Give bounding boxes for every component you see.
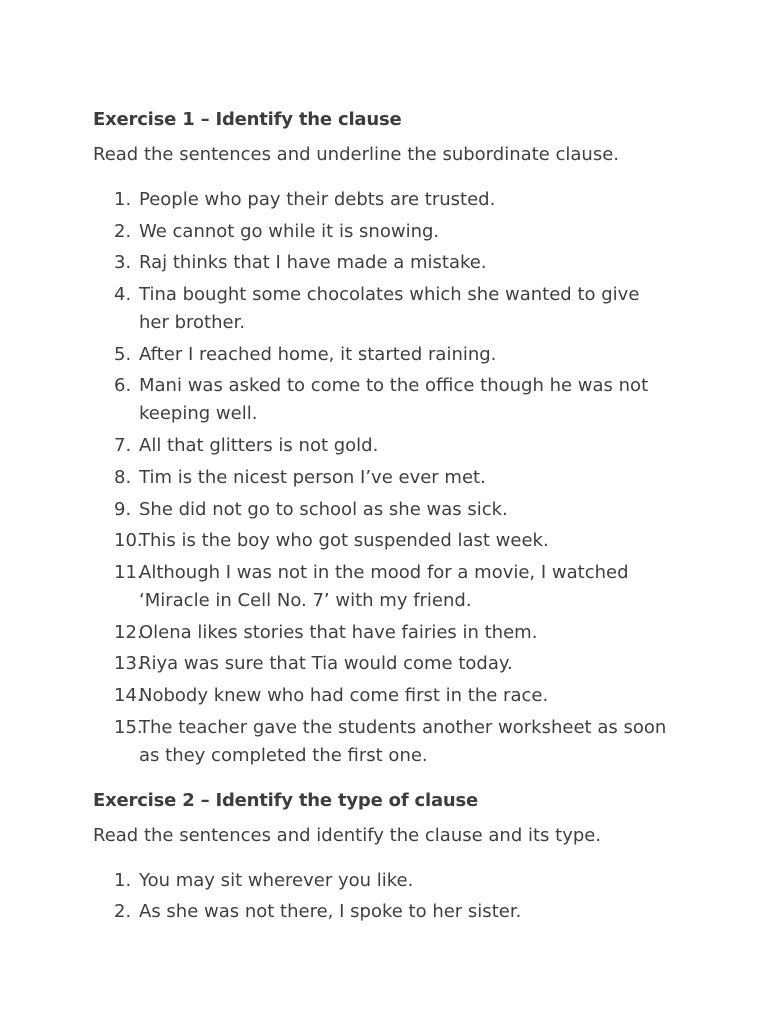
item-text: Riya was sure that Tia would come today. [139, 653, 513, 675]
item-number: 5. [114, 343, 132, 365]
exercise-1-title: Exercise 1 – Identify the clause [93, 109, 402, 130]
list-item [93, 527, 673, 555]
list-item [93, 559, 673, 615]
item-text: Olena likes stories that have fairies in them. [139, 621, 538, 643]
list-item [93, 682, 673, 710]
item-number: 2. [114, 901, 132, 923]
item-number: 1. [114, 869, 132, 891]
item-number: 15. [114, 716, 143, 738]
list-item [93, 650, 673, 678]
list-item [93, 249, 673, 277]
item-number: 4. [114, 284, 132, 306]
item-text: After I reached home, it started raining. [139, 343, 497, 365]
exercise-2-instruction: Read the sentences and identify the clause and its type. [93, 824, 602, 846]
list-item [93, 186, 673, 214]
list-item [93, 218, 673, 246]
item-text: People who pay their debts are trusted. [139, 189, 496, 210]
item-number: 12. [114, 621, 143, 643]
item-text: All that glitters is not gold. [139, 435, 379, 457]
worksheet-page [93, 107, 673, 930]
item-number: 8. [114, 466, 132, 488]
list-item [93, 432, 673, 460]
list-item [93, 281, 673, 337]
exercise-1-list [93, 186, 673, 770]
item-number: 14. [114, 684, 143, 706]
exercise-1-instruction: Read the sentences and underline the subordinate clause. [93, 144, 619, 165]
item-text: Mani was asked to come to the office though he was not keeping well. [139, 375, 649, 425]
item-text: Although I was not in the mood for a movie, I watched ‘Miracle in Cell No. 7’ with my friend. [139, 561, 629, 611]
exercise-2-title: Exercise 2 – Identify the type of clause [93, 789, 479, 811]
item-text: Nobody knew who had come first in the race. [139, 684, 549, 706]
list-item [93, 464, 673, 492]
item-number: 13. [114, 653, 143, 675]
item-text: Tim is the nicest person I’ve ever met. [139, 466, 486, 488]
item-number: 11. [114, 561, 143, 583]
item-number: 6. [114, 375, 132, 397]
item-text: Tina bought some chocolates which she wanted to give her brother. [139, 284, 640, 334]
item-number: 10. [114, 530, 143, 552]
item-text: She did not go to school as she was sick. [139, 498, 508, 520]
exercise-2-list [93, 867, 673, 927]
item-number: 3. [114, 252, 132, 274]
list-item [93, 496, 673, 524]
item-text: As she was not there, I spoke to her sister. [139, 901, 522, 923]
item-text: This is the boy who got suspended last week. [139, 530, 549, 552]
list-item [93, 341, 673, 369]
item-text: You may sit wherever you like. [139, 869, 414, 891]
item-text: Raj thinks that I have made a mistake. [139, 252, 487, 274]
item-number: 7. [114, 435, 132, 457]
item-number: 1. [114, 189, 132, 210]
list-item [93, 714, 673, 770]
list-item [93, 898, 673, 926]
item-text: The teacher gave the students another worksheet as soon as they completed the first one. [139, 716, 667, 766]
item-number: 2. [114, 220, 132, 242]
list-item [93, 372, 673, 428]
list-item [93, 619, 673, 647]
item-text: We cannot go while it is snowing. [139, 220, 440, 242]
list-item [93, 867, 673, 895]
item-number: 9. [114, 498, 132, 520]
